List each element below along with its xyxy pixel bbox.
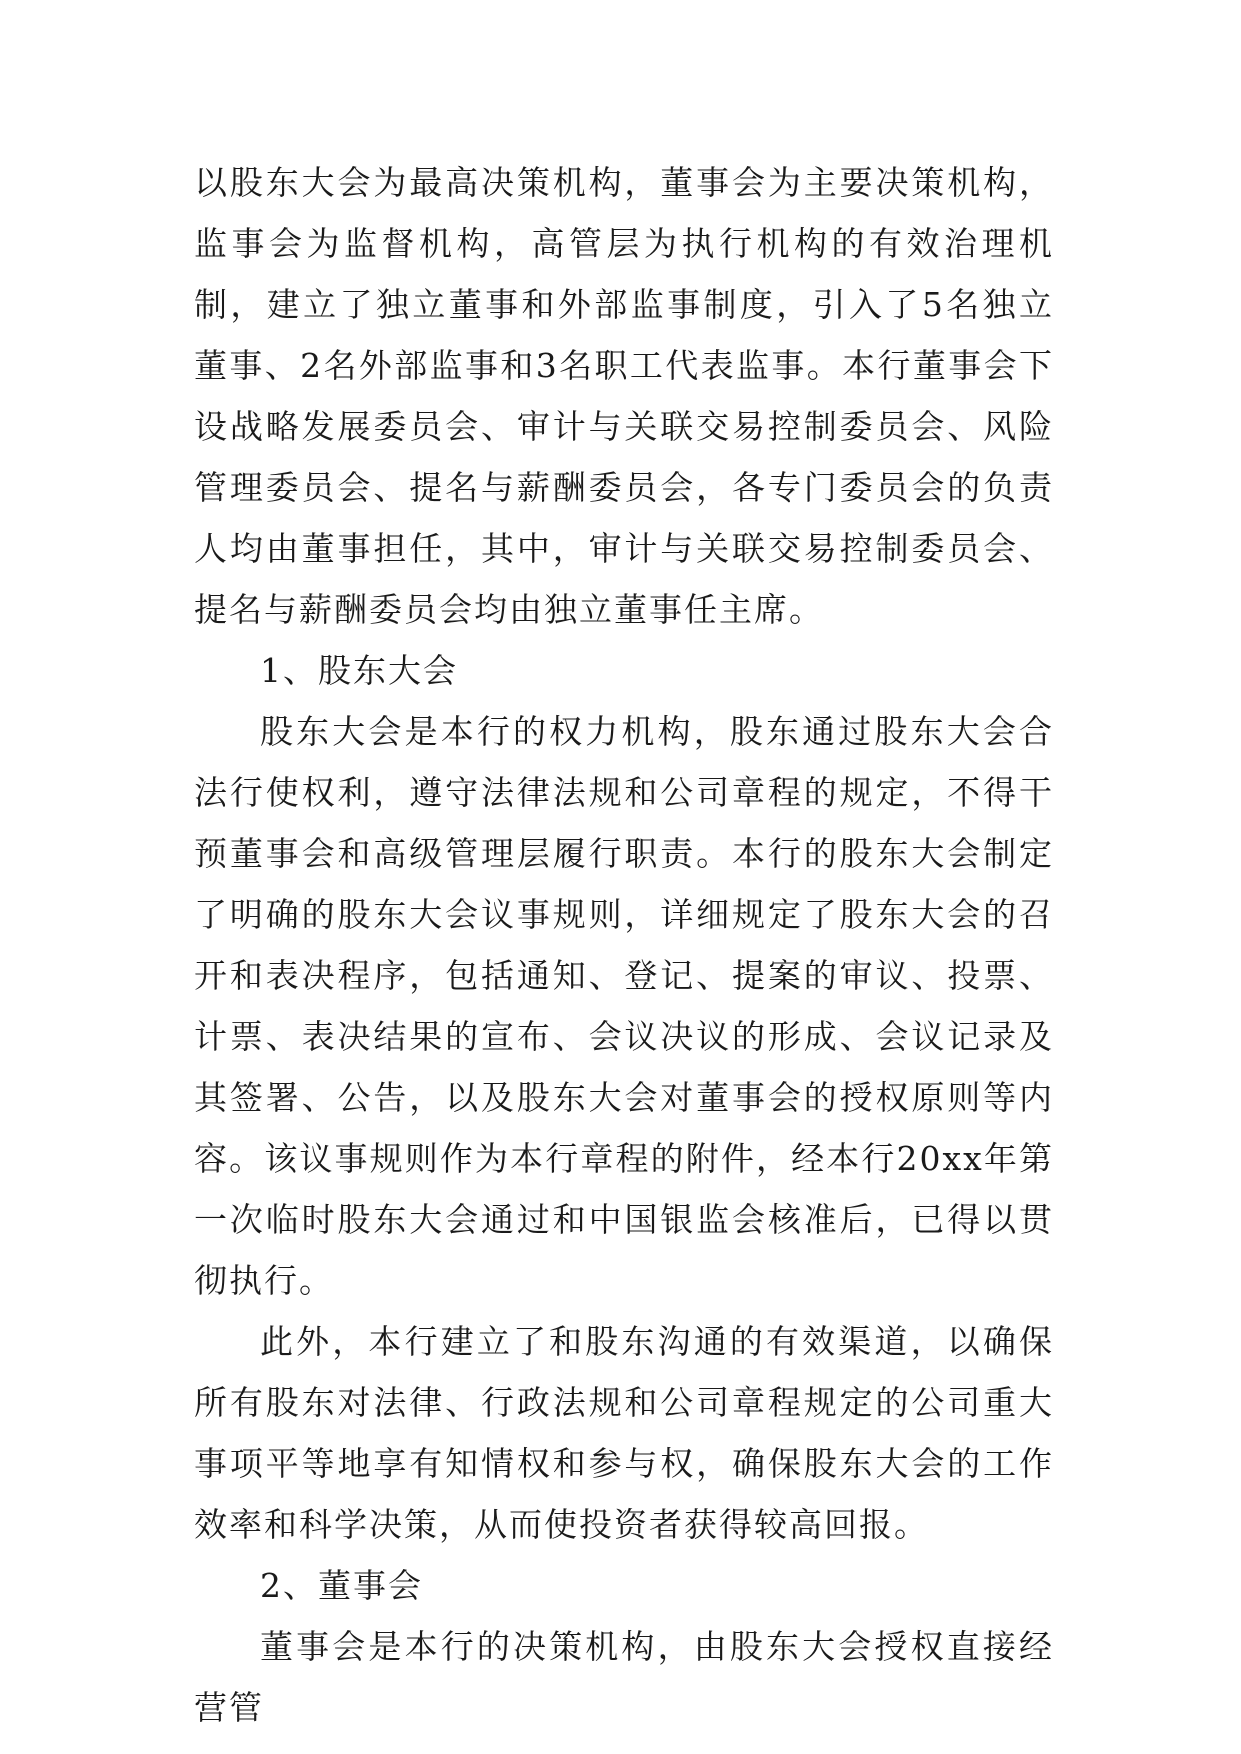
paragraph-continuation: 以股东大会为最高决策机构，董事会为主要决策机构，监事会为监督机构，高管层为执行机构的有效治理机制，建立了独立董事和外部监事制度，引入了5名独立董事、2名外部监事和3名职工代表监事。本行董事会下设战略发展委员会、审计与关联交易控制委员会、风险管理委员会、提名与薪酬委员会，各专门委员会的负责人均由董事担任，其中，审计与关联交易控制委员会、提名与薪酬委员会均由独立董事任主席。 [194, 163, 1054, 629]
paragraph-shareholder-communication: 此外，本行建立了和股东沟通的有效渠道，以确保所有股东对法律、行政法规和公司章程规定的公司重大事项平等地享有知情权和参与权，确保股东大会的工作效率和科学决策，从而使投资者获得较高回报。 [194, 1322, 1054, 1544]
document-body [194, 152, 1054, 1738]
section-heading-shareholders-meeting: 1、股东大会 [260, 651, 458, 690]
section-heading-board: 2、董事会 [260, 1566, 423, 1605]
paragraph-board: 董事会是本行的决策机构，由股东大会授权直接经营管 [194, 1627, 1054, 1727]
paragraph-shareholders-meeting: 股东大会是本行的权力机构，股东通过股东大会合法行使权利，遵守法律法规和公司章程的规定，不得干预董事会和高级管理层履行职责。本行的股东大会制定了明确的股东大会议事规则，详细规定了股东大会的召开和表决程序，包括通知、登记、提案的审议、投票、计票、表决结果的宣布、会议决议的形成、会议记录及其签署、公告，以及股东大会对董事会的授权原则等内容。该议事规则作为本行章程的附件，经本行20xx年第一次临时股东大会通过和中国银监会核准后，已得以贯彻执行。 [194, 712, 1054, 1300]
